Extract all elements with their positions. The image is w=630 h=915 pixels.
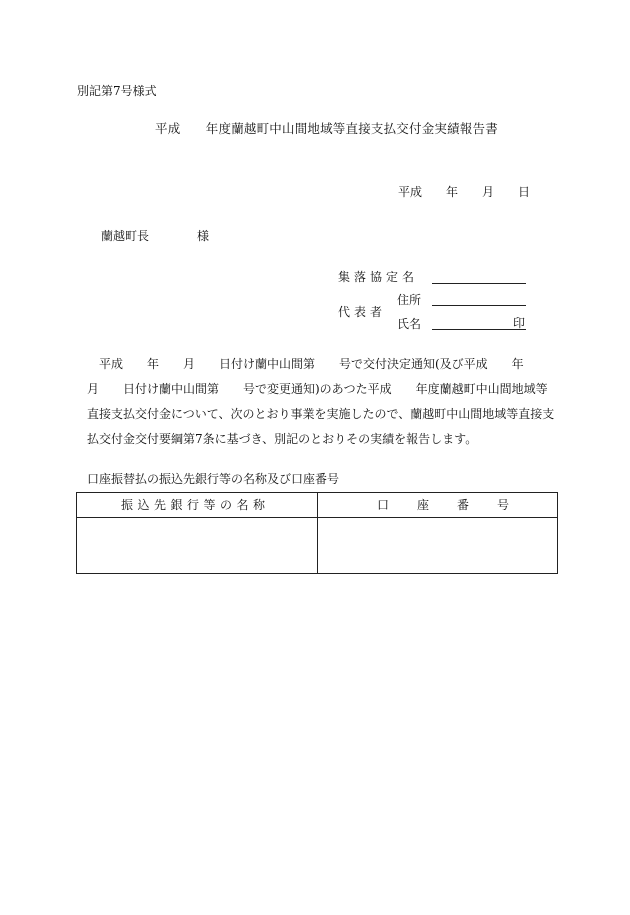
name-label: 氏名 <box>397 317 422 331</box>
body-line: 平成 年 月 日付け蘭中山間第 号で交付決定通知(及び平成 年 <box>87 357 524 371</box>
document-title: 平成 年度蘭越町中山間地域等直接支払交付金実績報告書 <box>155 121 498 136</box>
bank-name-cell[interactable] <box>77 518 317 573</box>
seal-mark: 印 <box>513 316 526 330</box>
header-account-number <box>377 499 509 511</box>
addressee: 蘭越町長 様 <box>101 229 210 243</box>
address-field[interactable] <box>432 305 526 306</box>
body-line: 直接支払交付金について、次のとおり事業を実施したので、蘭越町中山間地域等直接支 <box>87 407 555 421</box>
account-table-caption: 口座振替払の振込先銀行等の名称及び口座番号 <box>87 472 340 486</box>
body-line: 払交付金交付要綱第7条に基づき、別記のとおりその実績を報告します。 <box>87 432 478 446</box>
header-account-char: 口 <box>377 498 390 512</box>
header-account-char: 号 <box>497 498 510 512</box>
community-agreement-field[interactable] <box>432 283 526 284</box>
form-number: 別記第7号様式 <box>77 84 157 98</box>
header-account-char: 番 <box>457 498 470 512</box>
header-account-char: 座 <box>417 498 430 512</box>
account-number-cell[interactable] <box>318 518 557 573</box>
account-table <box>76 492 558 574</box>
address-label: 住所 <box>397 293 422 307</box>
name-field[interactable] <box>432 329 526 330</box>
date-line: 平成 年 月 日 <box>398 185 531 199</box>
header-bank-name: 振込先銀行等の名称 <box>121 498 270 512</box>
community-agreement-label: 集落協定名 <box>338 270 419 284</box>
report-body <box>87 355 557 455</box>
body-line: 月 日付け蘭中山間第 号で変更通知)のあつた平成 年度蘭越町中山間地域等 <box>87 382 548 396</box>
representative-label: 代表者 <box>338 305 387 319</box>
